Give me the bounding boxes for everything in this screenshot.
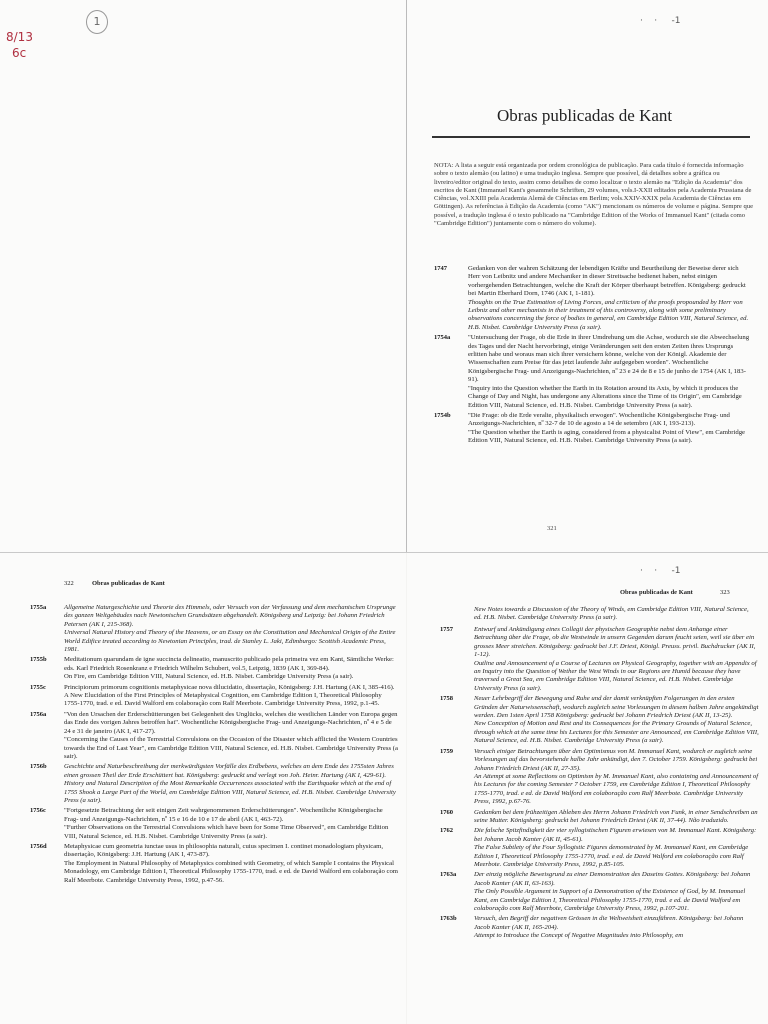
bibliography-entry <box>434 334 752 410</box>
entry-line: On Fire, em Cambridge Edition VIII, Natural Science, ed. H.B. Nisbet. Cambridge University Press (a sair). <box>64 673 354 681</box>
handwritten-note: 8/13 <box>6 30 33 44</box>
entry-line: The Only Possible Argument in Support of a Demonstration of the Existence of God, by M. Immanuel Kant, em Cambridge Edition I, Theoretical Philosophy 1755-1770, trad. e ed. de David Walford em colaboração com Ralf Meerbote, Cambridge University Press, 1992, p.107-201. <box>474 888 746 912</box>
entry-text <box>64 656 398 681</box>
entry-text <box>64 843 398 885</box>
entry-year: 1758 <box>440 695 453 703</box>
entry-line: Metaphysicae cum geometria iunctae usus in philosophia naturali, cuius specimen I. continet monadologiam physicam, dissertação, Königsberg: J.H. Hartung (AK I, 473-87). <box>64 842 384 859</box>
entry-text <box>64 684 398 709</box>
bibliography-entry <box>30 711 398 761</box>
bibliography-entry <box>434 265 752 332</box>
entry-year: 1756b <box>30 763 47 771</box>
entry-year: 1756d <box>30 842 47 850</box>
entry-line: Gedanken von der wahren Schätzung der lebendigen Kräfte und Beurtheilung der Beweise derer sich Herr von Leibnitz und andere Mechaniker in dieser Streitsache bedienet haben, nebst einigen vorhergehenden Betrachtungen, welche die Kraft der Körper überhaupt betreffen. Königsberg: gedruckt bei Martin Eberhard Dorn, 1746 (AK I, 1-181). <box>468 265 746 298</box>
bibliography-entry <box>440 695 760 745</box>
bibliography-entry <box>440 827 760 869</box>
bibliography-entry <box>30 656 398 681</box>
entry-line: Entwurf und Ankündigung eines Collegii der physischen Geographie nebst dem Anhange einer Betrachtung über die Frage, ob die Westwinde in unsern Gegenden darum feucht seien, weil sie über ein grosses Meer streichen. Königsberg: gedruckt bei J.F. Driest, Königl. Preuss. privil. Buchdrucker (AK II, 1-12). <box>474 626 756 659</box>
entry-text <box>474 915 760 940</box>
entry-line: "Concerning the Causes of the Terrestrial Convulsions on the Occasion of the Disaster which afflicted the Western Countries towards the End of Last Year", em Cambridge Edition VIII, Natural Science, ed. H.B. Nisbet. Cambridge University Press (a sair). <box>64 736 398 760</box>
bibliography-entry <box>30 684 398 709</box>
entry-year: 1756a <box>30 710 47 718</box>
entry-year: 1757 <box>440 626 453 633</box>
scan-speck: · · -1 <box>640 16 681 26</box>
entry-text <box>474 827 760 869</box>
entry-text <box>468 412 752 446</box>
bibliography-entry <box>30 843 398 885</box>
entry-line: Thoughts on the True Estimation of Living Forces, and criticism of the proofs propounded by Herr von Leibniz and other mechanists in their treatment of this controversy, along with some preliminary observations concerning the force of bodies in general, em Cambridge Edition VIII, Natural Science, ed. H.B. Nisbet. Cambridge University Press (a sair). <box>468 298 749 331</box>
entry-text <box>474 871 760 913</box>
bibliography-entry <box>440 915 760 940</box>
entry-year: 1755a <box>30 604 47 611</box>
entry-year: 1760 <box>440 808 453 816</box>
entry-year: 1755b <box>30 656 47 664</box>
entry-line: "The Question whether the Earth is aging, considered from a physicalist Point of View", em Cambridge Edition VIII, Natural Science, ed. H.B. Nisbet. Cambridge University Press (a sair). <box>468 428 746 445</box>
entry-year: 1763b <box>440 915 457 923</box>
entry-text <box>64 763 398 805</box>
running-head: Obras publicadas de Kant <box>620 589 693 596</box>
entry-line: History and Natural Description of the Most Remarkable Occurrences associated with the Earthquake which at the end of 1755 Shook a Large Part of the World, em Cambridge Edition VIII, Natural Science, ed. H.B. Nisbet. Cambridge University Press (a sair). <box>64 780 396 804</box>
entry-line: Neuer Lehrbegriff der Bewegung und Ruhe und der damit verknüpften Folgerungen in den ersten Gründen der Naturwissenschaft, wodurch zugleich seine Vorlesungen in diesem halben Jahre angekündigt werden. Den 1sten April 1758 Königsberg: gedruckt bei Johann Friedrich Driest (AK II, 13-25). <box>474 695 759 720</box>
bibliography-entry <box>440 809 760 826</box>
entry-line: "Die Frage: ob die Erde veralte, physikalisch erwogen". Wochentliche Königsbergische Frag- und Anzeigungs-Nachrichten, nº 32-7 de 10 de agosto a 14 de setembro (AK I, 193-213). <box>468 411 730 428</box>
running-folio: 323 <box>720 589 730 596</box>
entry-text <box>474 809 760 826</box>
entry-line: Universal Natural History and Theory of the Heavens, or an Essay on the Constitution and Mechanical Origin of the Entire World Edifice treated according to Newtonian Principles, trad. de Stanley L. Jaki, Edimburgo: Scottish Academic Press, 1981. <box>64 629 396 654</box>
entry-line: Geschichte und Naturbeschreibung der merkwürdigsten Vorfälle des Erdbebens, welches an dem Ende des 1755sten Jahres einen grossen Theil der Erde Erschüttert hat. Königsberg: gedruckt und verlegt von Joh. Heinr. Hartung (AK I, 429-61). <box>64 763 394 779</box>
entry-line: Der einzig mögliche Beweisgrund zu einer Demonstration des Daseins Gottes. Königsberg: bei Johann Jacob Kanter (AK II, 63-163). <box>474 871 751 887</box>
continuation-text: New Notes towards a Discussion of the Theory of Winds, em Cambridge Edition VIII, Natural Science, ed. H.B. Nisbet. Cambridge University Press (a sair). <box>474 606 749 622</box>
bibliography-entry <box>434 412 752 446</box>
entry-line: New Conception of Motion and Rest and its Consequences for the Primary Grounds of Natural Science, through which at the same time his Lectures for this Semester are Announced, em Cambridge Edition VIII, Natural Science, ed. H.B. Nisbet. Cambridge University Press (a sair). <box>474 720 759 745</box>
running-folio: 322 <box>64 580 74 587</box>
circled-page-number: 1 <box>86 10 108 34</box>
entry-line: Attempt to Introduce the Concept of Negative Magnitudes into Philosophy, em <box>474 932 684 940</box>
entry-text <box>64 604 398 654</box>
entry-year: 1763a <box>440 871 457 879</box>
entry-year: 1754b <box>434 411 451 419</box>
page-title: Obras publicadas de Kant <box>497 106 673 125</box>
entry-year: 1759 <box>440 747 453 755</box>
entry-year: 1754a <box>434 334 451 342</box>
handwritten-subnote: 6c <box>12 46 27 60</box>
entry-text <box>468 334 752 410</box>
entry-line: Principiorum primorum cognitionis metaphysicae nova dilucidatio, dissertação, Königsberg: J.H. Hartung (AK I, 385-416). <box>64 683 395 691</box>
bibliography-entry <box>30 763 398 805</box>
entry-line: Versuch einiger Betrachtungen über den Optimismus von M. Immanuel Kant, wodurch er zugleich seine Vorlesungen auf das bevorstehende halbe Jahr ankündigt, den 7. October 1759. Königsberg: gedruckt bei Johann Friedrich Driest (AK II, 27-35). <box>474 747 758 772</box>
entry-text <box>474 748 760 807</box>
editorial-note: NOTA: A lista a seguir está organizada por ordem cronológica de publicação. Para cada título é fornecida informação sobre o texto alemão (ou latino) e uma tradução inglesa. Sempre que possível, dá detalhes sobre a gráfica ou livreiro/editor original do texto, assim como detalhes de como localizar o texto alemão na "Edição da Academia" dos escritos de Kant (Immanuel Kant's gesammelte Schriften, 29 volumes, vols.I-XXII editados pela Academia Prussiana de Ciências, vol.XXIII pela Academia Alemã de Ciências em Berlim; vols.XXIV-XXIX pela Academia de Ciências em Göttingen). As referências à Edição da Academia (como "AK") mencionam os números de volume e página. Sempre que possível, a tradução inglesa é o texto publicado na "Cambridge Edition of the Works of Immanuel Kant" (citada como "Cambridge Edition") juntamente com o número do volume). <box>434 162 754 228</box>
entry-year: 1747 <box>434 265 447 272</box>
entry-list-322 <box>30 604 398 887</box>
entry-line: Gedanken bei dem frühzeitigen Ableben des Herrn Johann Friedrich von Funk, in einer Sendschreiben an seine Mutter. Königsberg: gedruckt bei Johann Friedrich Driest (AK II, 37-44). Não traduzido. <box>474 808 758 824</box>
bibliography-entry <box>30 807 398 841</box>
bibliography-entry <box>440 871 760 913</box>
page-gutter <box>406 0 407 552</box>
entry-line: "Further Observations on the Terrestrial Convulsions which have been for Some Time Observed", em Cambridge Edition VIII, Natural Science, ed. H.B. Nisbet. Cambridge University Press (a sair). <box>64 824 389 840</box>
entry-text <box>64 711 398 761</box>
entry-list-323 <box>440 626 760 943</box>
bibliography-entry <box>440 626 760 693</box>
entry-line: Die falsche Spitzfindigkeit der vier syllogistischen Figuren erwiesen von M. Immanuel Kant. Königsberg: bei Johann Jacob Kanter (AK II, 45-61). <box>474 827 757 843</box>
page-separator <box>0 552 768 553</box>
running-head: Obras publicadas de Kant <box>92 580 165 587</box>
entry-line: The Employment in Natural Philosophy of Metaphysics combined with Geometry, of which Sample I contains the Physical Monadology, em Cambridge Edition I, Theoretical Philosophy 1755-1770, trad. e ed. de David Walford em colaboração com Ralf Meerbote. Cambridge University Press, 1992, p.47-56. <box>64 859 398 884</box>
entry-line: "Von den Ursachen der Erderschütterungen bei Gelegenheit des Unglücks, welches die westlichen Länder von Europa gegen das Ende des vorigen Jahres betroffen hat". Wochentliche Königsbergische Frag- und Anzeigungs-Nachrichten, nº 4 e 5 de 24 e 31 de janeiro (AK I, 417-27). <box>64 710 398 735</box>
entry-line: Allgemeine Naturgeschichte und Theorie des Himmels, oder Versuch von der Verfassung und dem mechanischen Ursprunge des ganzen Weltgebäudes nach Newtonischen Grundsätzen abgehandelt. Königsberg und Leipzig: bei Johann Friedrich Petersen (AK I, 215-368). <box>64 604 396 628</box>
entry-text <box>474 626 760 693</box>
entry-year: 1755c <box>30 683 46 691</box>
entry-year: 1762 <box>440 827 453 835</box>
bibliography-entry <box>30 604 398 654</box>
entry-line: "Untersuchung der Frage, ob die Erde in ihrer Umdrehung um die Achse, wodurch sie die Abwechselung des Tages und der Nacht hervorbringt, einige Veränderungen seit den ersten Zeiten ihres Ursprungs erlitten habe und woraus man sich ihrer versichern könne, welche von der Königl. Akademie der Wissenschaften zum Preise für das jetzt laufende Jahr aufgegeben worden". Wochentliche Königsbergische Frag- und Anzeigungs-Nachrichten, nº 23 e 24 de 8 e 15 de junho de 1754 (AK I, 183-91). <box>468 334 750 384</box>
entry-line: "Fortgesetzte Betrachtung der seit einigen Zeit wahrgenommenen Erderschütterungen". Wochentliche Königsbergische Frag- und Anzeigungs-Nachrichten, nº 15 e 16 de 10 e 17 de abril (AK I, 463-72). <box>64 807 383 823</box>
bibliography-entry <box>440 748 760 807</box>
entry-text <box>64 807 398 841</box>
title-rule <box>432 136 750 138</box>
entry-list-321 <box>434 265 752 448</box>
page-blank-left <box>0 0 406 552</box>
entry-line: Versuch, den Begriff der negativen Grössen in die Weltweisheit einzuführen. Königsberg: bei Johann Jacob Kanter (AK II, 165-204). <box>474 915 744 931</box>
scan-speck: · · -1 <box>640 566 681 576</box>
entry-text <box>474 695 760 745</box>
entry-line: An Attempt at some Reflections on Optimism by M. Immanuel Kant, also containing and Announcement of his Lectures for the coming Semester 7 October 1759, em Cambridge Edition I, Theoretical Philosophy 1755-1770, trad. e ed. de David Walford em colaboração com Ralf Meerbote. Cambridge University Press, 1992, p.67-76. <box>474 772 759 806</box>
entry-line: Meditationum quarundam de igne succincta delineatio, manuscrito publicado pela primeira vez em Kant, Sämtliche Werke: eds. Karl Friedrich Rosenkranz e Friedrich Wilhelm Schubert, vol.5, Leipzig, 1839 (AK I, 369-84). <box>64 656 394 672</box>
entry-year: 1756c <box>30 807 46 815</box>
entry-text <box>468 265 752 332</box>
entry-line: Outline and Announcement of a Course of Lectures on Physical Geography, together with an Appendix of an Inquiry into the Question of Wether the West Winds in our Regions are Humid because they have traversed a Great Sea, em Cambridge Edition VIII, Natural Science, ed. H.B. Nisbet. Cambridge University Press (a sair). <box>474 659 757 692</box>
entry-line: A New Elucidation of the First Principles of Metaphysical Cognition, em Cambridge Edition I, Theoretical Philosophy 1755-1770, trad. e ed. David Walford em colaboração com Ralf Meerbote. Cambridge University Press, 1992, p.1-45. <box>64 692 382 708</box>
entry-line: "Inquiry into the Question whether the Earth in its Rotation around its Axis, by which it produces the Change of Day and Night, has undergone any Alterations since the Time of its Origin", em Cambridge Edition VIII, Natural Science, ed. H.B. Nisbet. Cambridge University Press (a sair). <box>468 384 742 409</box>
page-number: 321 <box>547 525 557 532</box>
entry-line: The False Subtlety of the Four Syllogistic Figures demonstrated by M. Immanuel Kant, em Cambridge Edition I, Theoretical Philosophy 1755-1770, trad. e ed. de David Walford em colaboração com Ralf Meerbote. Cambridge University Press, 1992, p.85-105. <box>474 844 749 868</box>
